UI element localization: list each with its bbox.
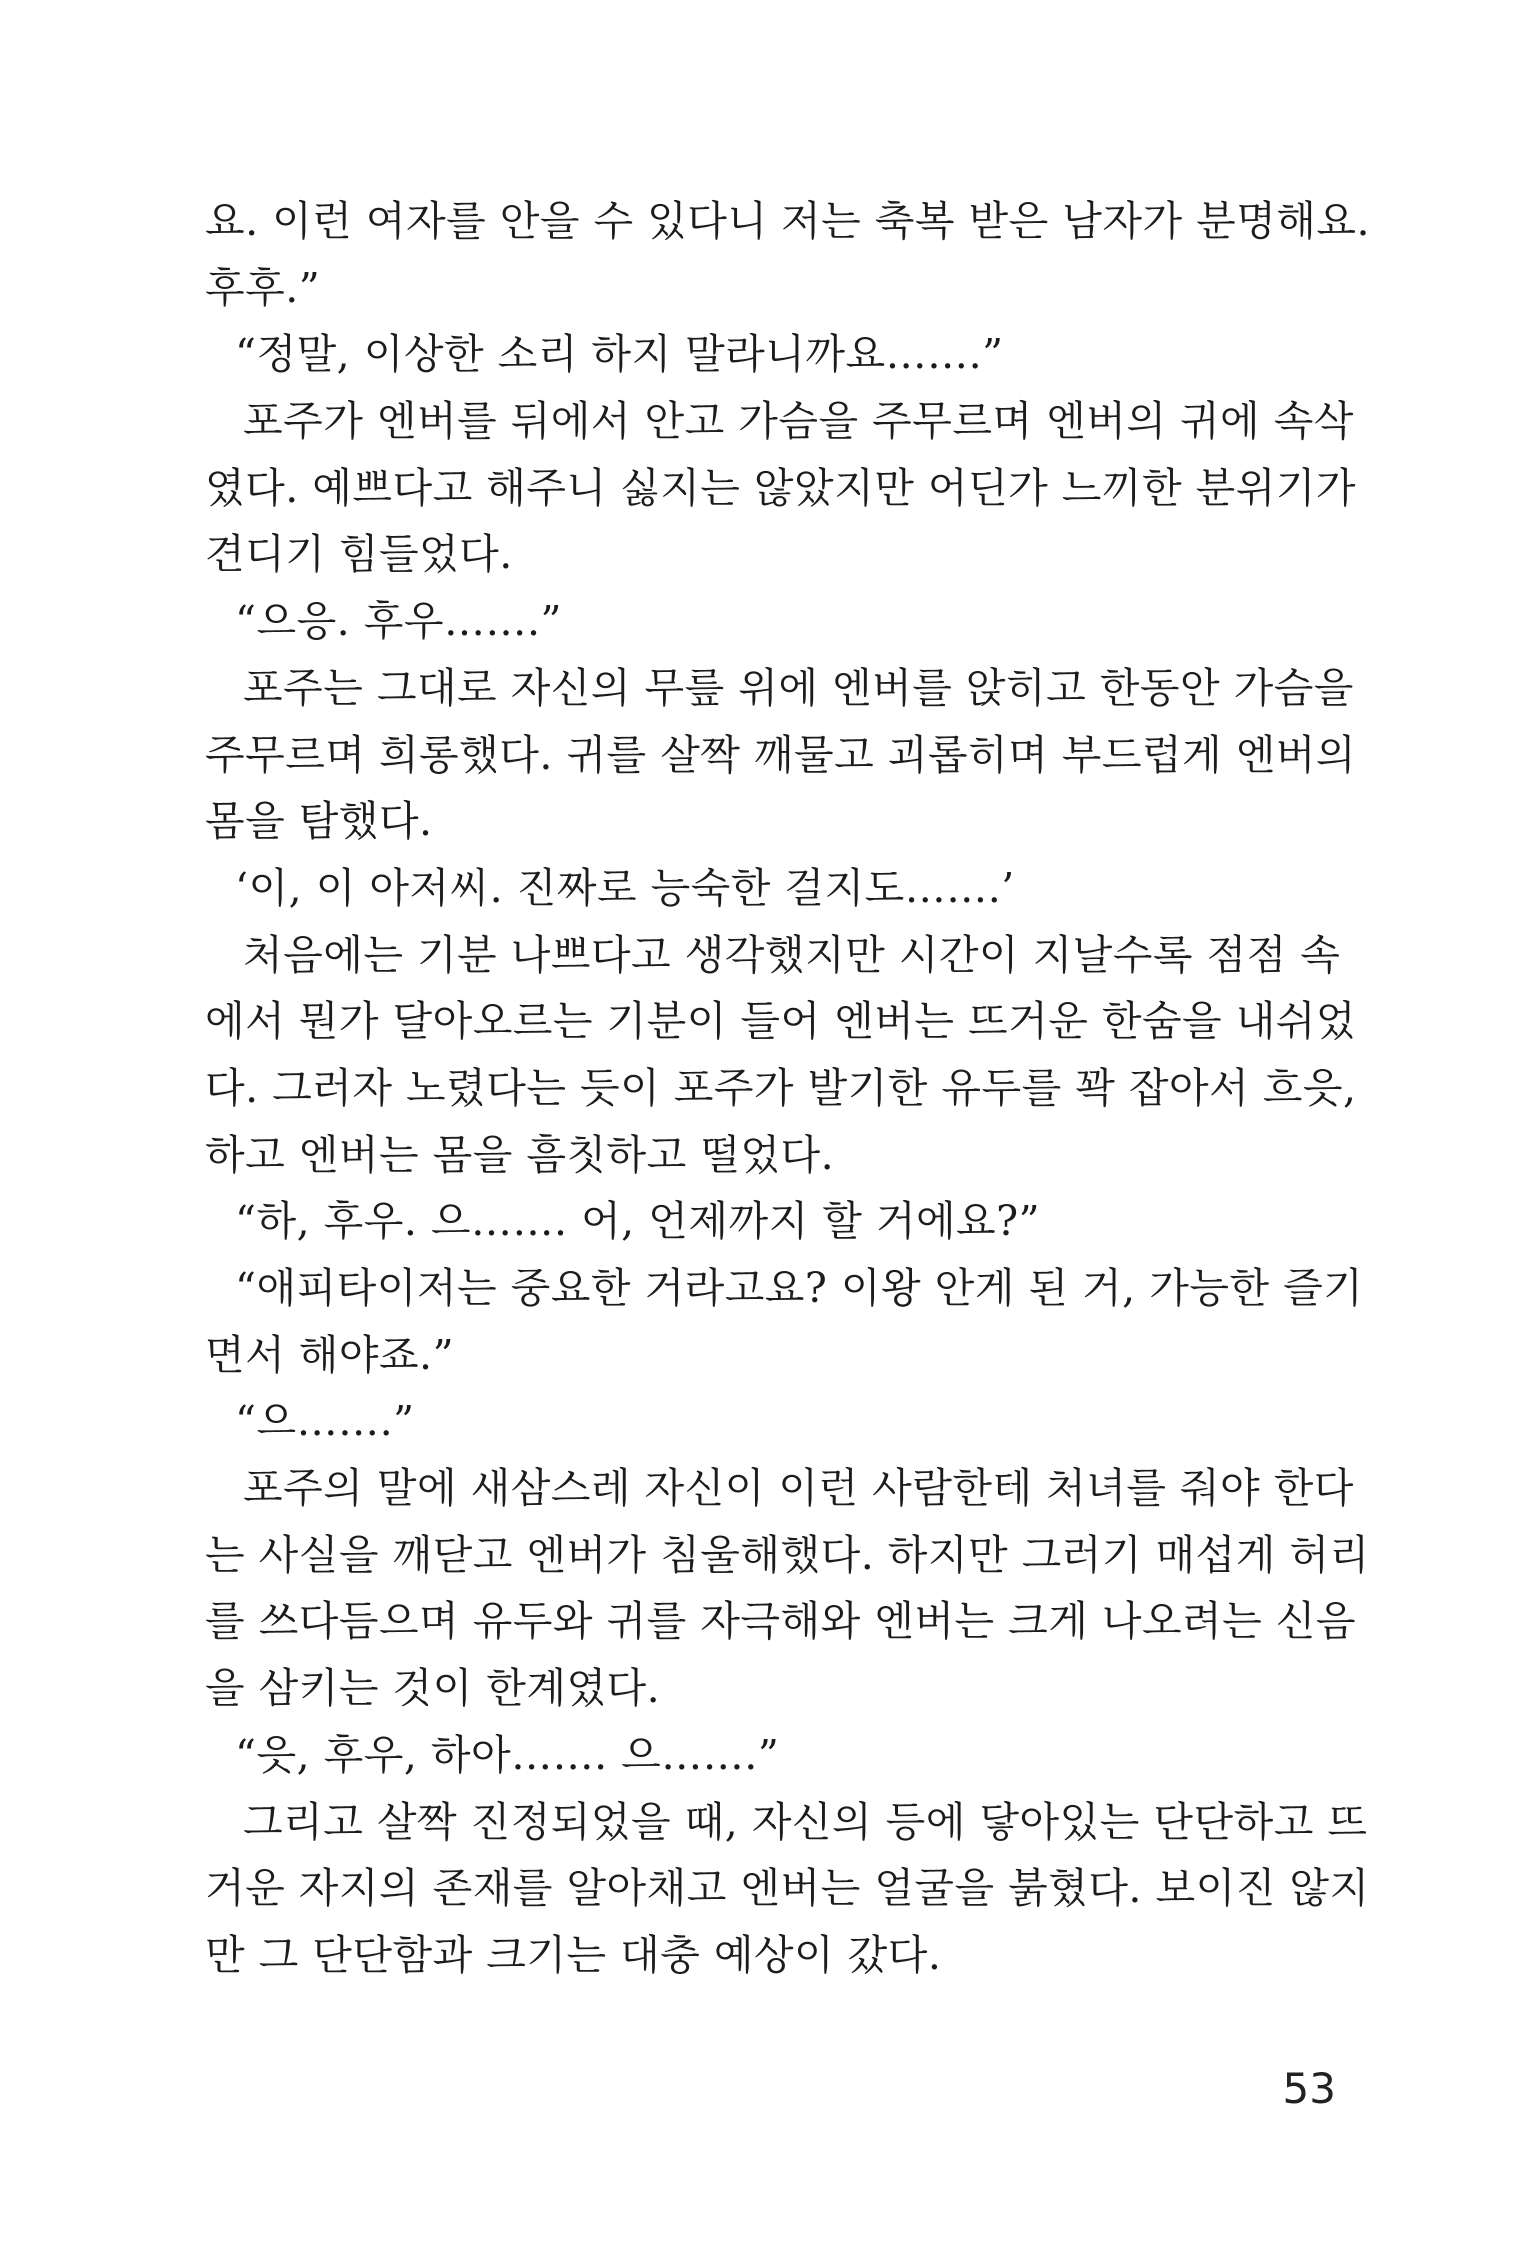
text-line: 견디기 힘들었다.	[205, 530, 513, 579]
dialogue-line: “정말, 이상한 소리 하지 말라니까요…….”	[235, 330, 1004, 379]
text-line: 면서 해야죠.”	[205, 1330, 455, 1379]
text-line: 만 그 단단함과 크기는 대충 예상이 갔다.	[205, 1930, 942, 1979]
paragraph-start-line: 포주는 그대로 자신의 무릎 위에 엔버를 앉히고 한동안 가슴을	[243, 663, 1354, 712]
text-line: 요. 이런 여자를 안을 수 있다니 저는 축복 받은 남자가 분명해요.	[205, 197, 1371, 245]
text-line: 하고 엔버는 몸을 흠칫하고 떨었다.	[205, 1130, 835, 1179]
dialogue-line: “하, 후우. 으……. 어, 언제까지 할 거에요?”	[235, 1197, 1041, 1246]
dialogue-line: “으응. 후우…….”	[235, 597, 562, 646]
dialogue-line: “애피타이저는 중요한 거라고요? 이왕 안게 된 거, 가능한 즐기	[235, 1264, 1364, 1312]
text-line: 에서 뭔가 달아오르는 기분이 들어 엔버는 뜨거운 한숨을 내쉬었	[205, 997, 1357, 1046]
text-line: 다. 그러자 노렸다는 듯이 포주가 발기한 유두를 꽉 잡아서 흐읏,	[205, 1063, 1357, 1112]
page-number: 53	[1282, 2064, 1336, 2113]
text-line: 을 삼키는 것이 한계였다.	[205, 1664, 661, 1713]
paragraph-start-line: 포주가 엔버를 뒤에서 안고 가슴을 주무르며 엔버의 귀에 속삭	[243, 397, 1354, 446]
dialogue-line: “읏, 후우, 하아……. 으…….”	[235, 1730, 780, 1779]
body-text	[205, 188, 1371, 1989]
text-line: 는 사실을 깨닫고 엔버가 침울해했다. 하지만 그러기 매섭게 허리	[205, 1530, 1370, 1579]
thought-line: ‘이, 이 아저씨. 진짜로 능숙한 걸지도…….’	[235, 863, 1015, 912]
text-line: 를 쓰다듬으며 유두와 귀를 자극해와 엔버는 크게 나오려는 신음	[205, 1597, 1357, 1646]
text-line: 후후.”	[205, 263, 321, 312]
text-line: 거운 자지의 존재를 알아채고 엔버는 얼굴을 붉혔다. 보이진 않지	[205, 1864, 1370, 1913]
text-line: 몸을 탐했다.	[205, 797, 433, 846]
paragraph-start-line: 그리고 살짝 진정되었을 때, 자신의 등에 닿아있는 단단하고 뜨	[243, 1797, 1368, 1846]
paragraph-start-line: 처음에는 기분 나쁘다고 생각했지만 시간이 지날수록 점점 속	[243, 930, 1341, 979]
paragraph-start-line: 포주의 말에 새삼스레 자신이 이런 사람한테 처녀를 줘야 한다	[243, 1464, 1354, 1513]
dialogue-line: “으…….”	[235, 1397, 415, 1446]
text-line: 주무르며 희롱했다. 귀를 살짝 깨물고 괴롭히며 부드럽게 엔버의	[205, 730, 1357, 779]
text-line: 였다. 예쁘다고 해주니 싫지는 않았지만 어딘가 느끼한 분위기가	[205, 463, 1357, 512]
